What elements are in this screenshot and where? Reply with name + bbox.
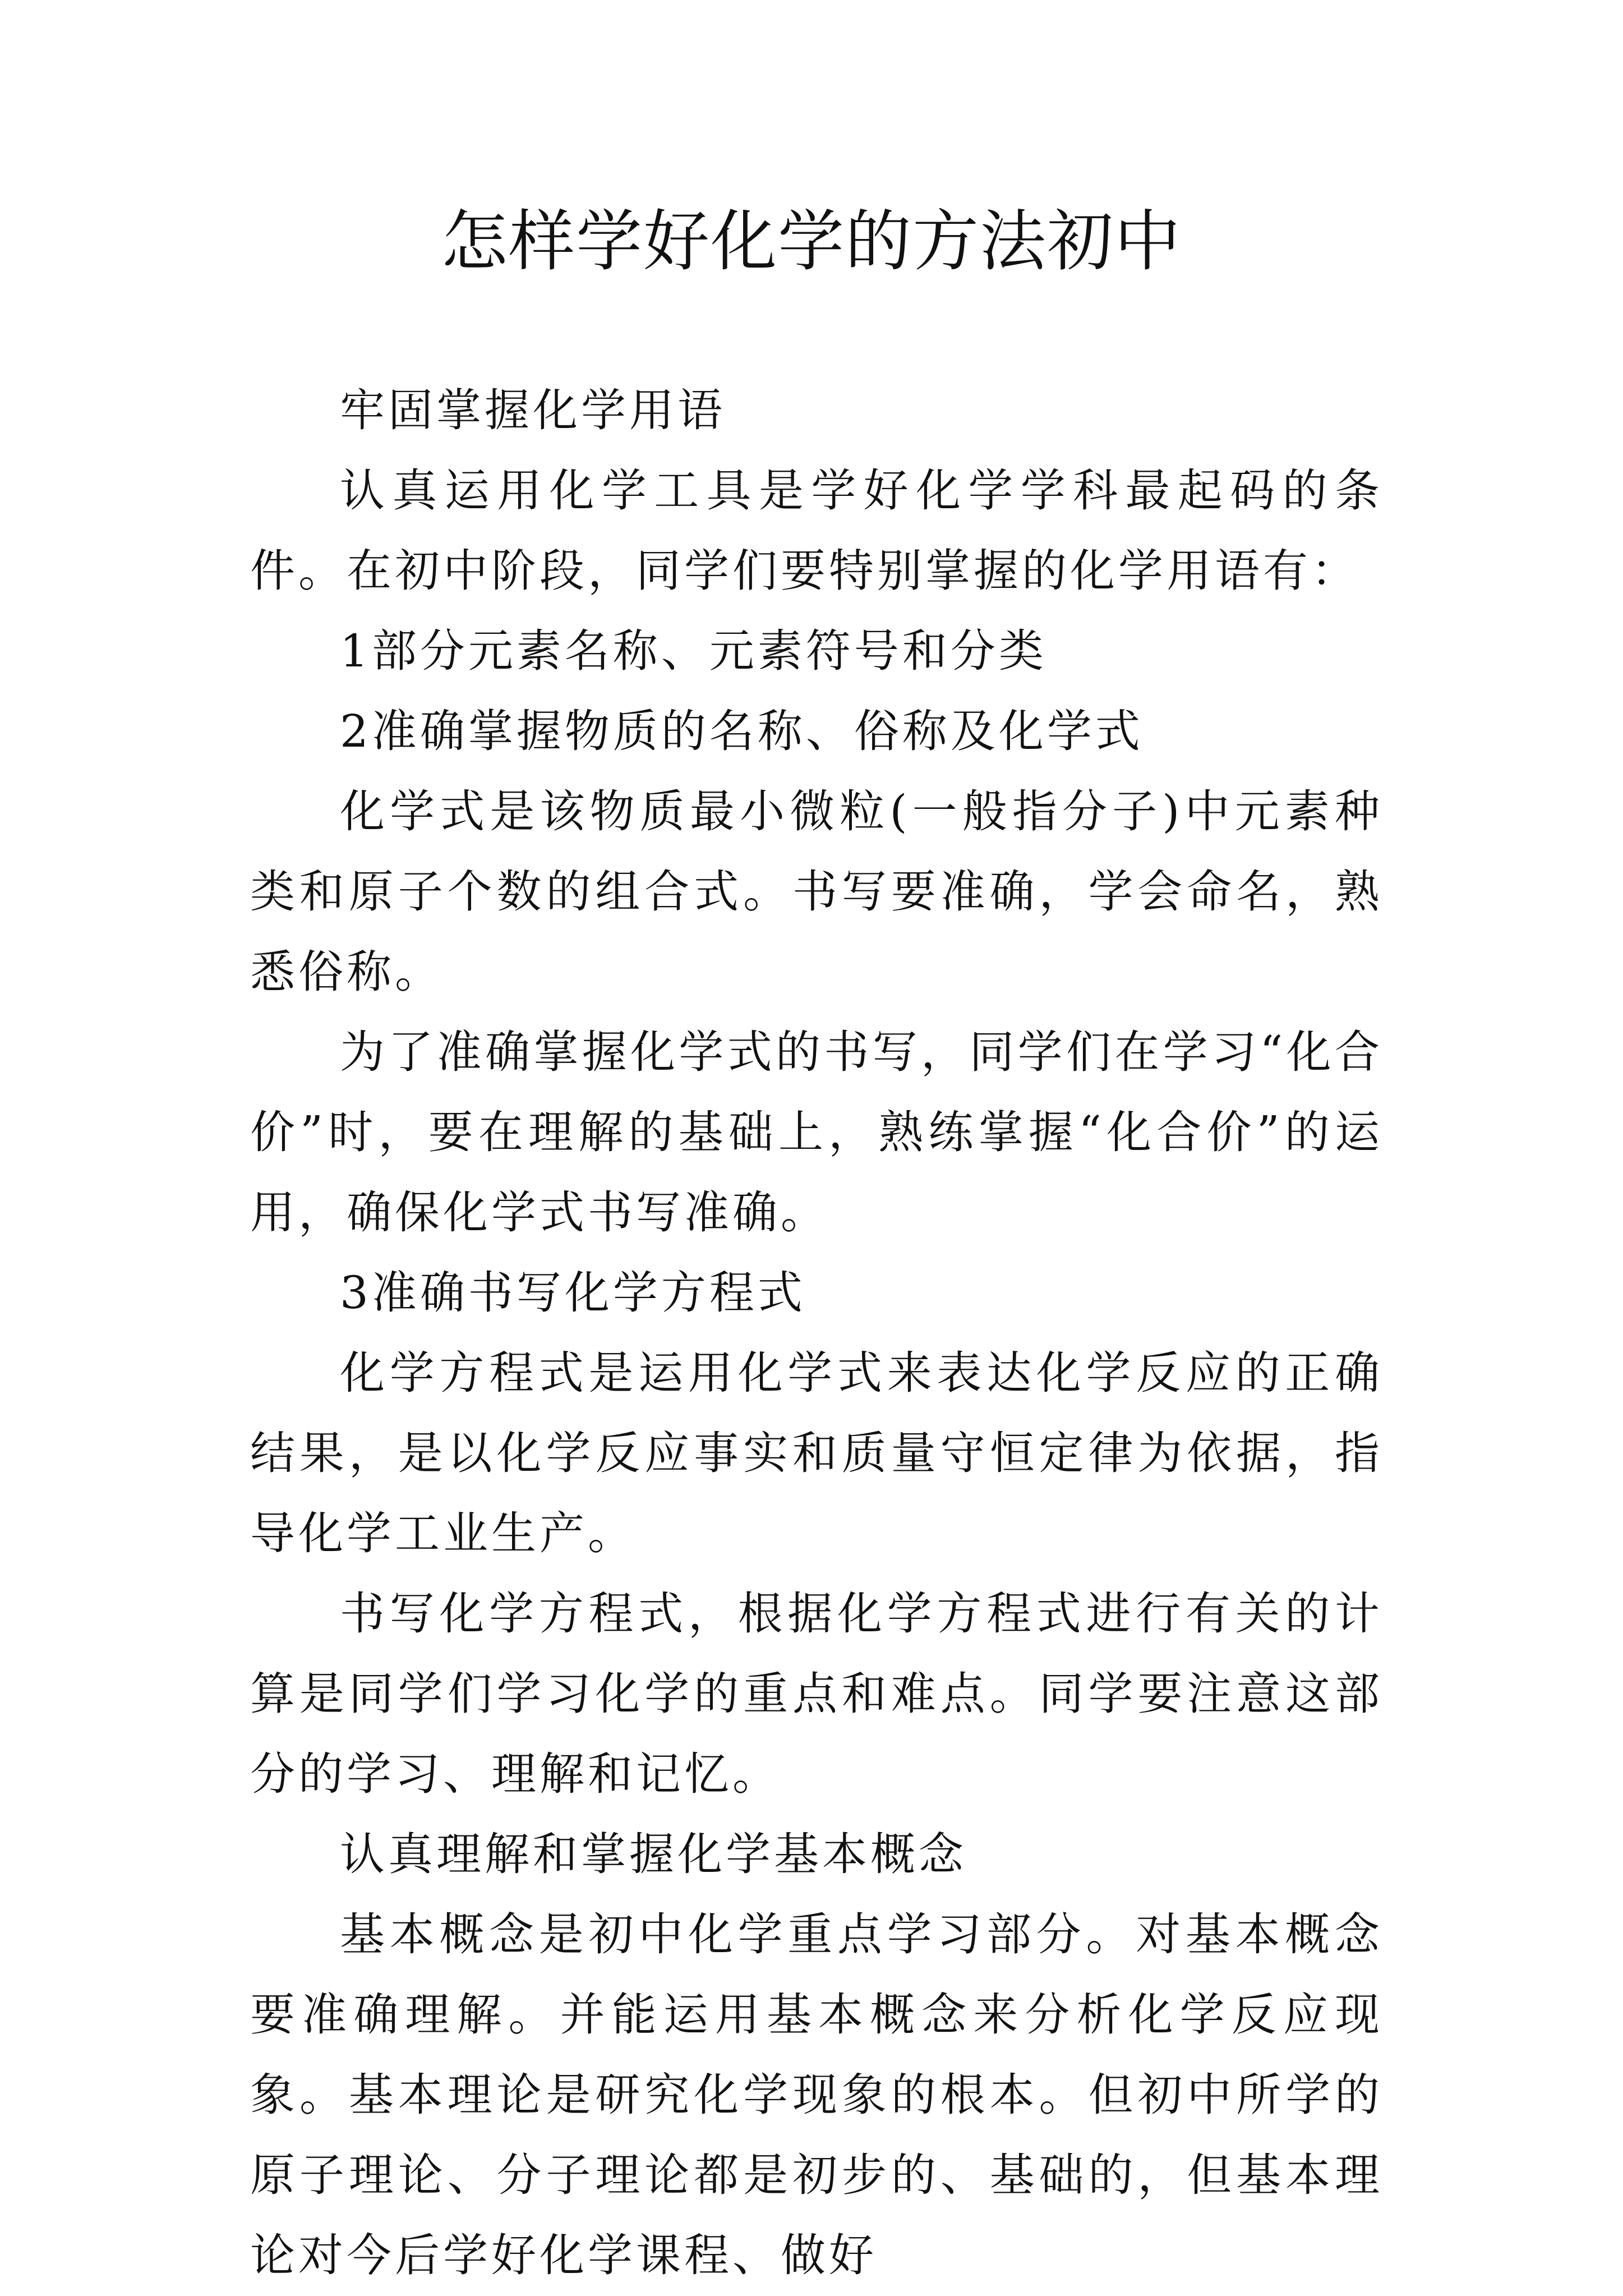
paragraph: 化学方程式是运用化学式来表达化学反应的正确结果，是以化学反应事实和质量守恒定律为依据，指导化学工业生产。 bbox=[250, 1347, 1383, 1559]
paragraph: 化学式是该物质最小微粒(一般指分子)中元素种类和原子个数的组合式。书写要准确，学会命名，熟悉俗称。 bbox=[250, 785, 1383, 998]
paragraph: 书写化学方程式，根据化学方程式进行有关的计算是同学们学习化学的重点和难点。同学要注意这部分的学习、理解和记忆。 bbox=[250, 1588, 1383, 1800]
paragraph-list-item-2: 2准确掌握物质的名称、俗称及化学式 bbox=[340, 705, 1144, 757]
paragraph: 基本概念是初中化学重点学习部分。对基本概念要准确理解。并能运用基本概念来分析化学反应现象。基本理论是研究化学现象的根本。但初中所学的原子理论、分子理论都是初步的、基础的，但基本理论对今后学好化学课程、做好 bbox=[250, 1908, 1383, 2281]
paragraph-list-item-3: 3准确书写化学方程式 bbox=[340, 1267, 806, 1319]
paragraph: 认真运用化学工具是学好化学学科最起码的条件。在初中阶段，同学们要特别掌握的化学用语有： bbox=[250, 464, 1383, 597]
paragraph: 为了准确掌握化学式的书写，同学们在学习“化合价”时，要在理解的基础上，熟练掌握“化合价”的运用，确保化学式书写准确。 bbox=[250, 1026, 1383, 1239]
paragraph-heading-basic-concepts: 认真理解和掌握化学基本概念 bbox=[340, 1828, 967, 1880]
paragraph-list-item-1: 1部分元素名称、元素符号和分类 bbox=[340, 625, 1047, 677]
document-body bbox=[250, 370, 1383, 2295]
paragraph-heading-chemical-terms: 牢固掌握化学用语 bbox=[340, 384, 726, 436]
document-title: 怎样学好化学的方法初中 bbox=[441, 203, 1182, 280]
